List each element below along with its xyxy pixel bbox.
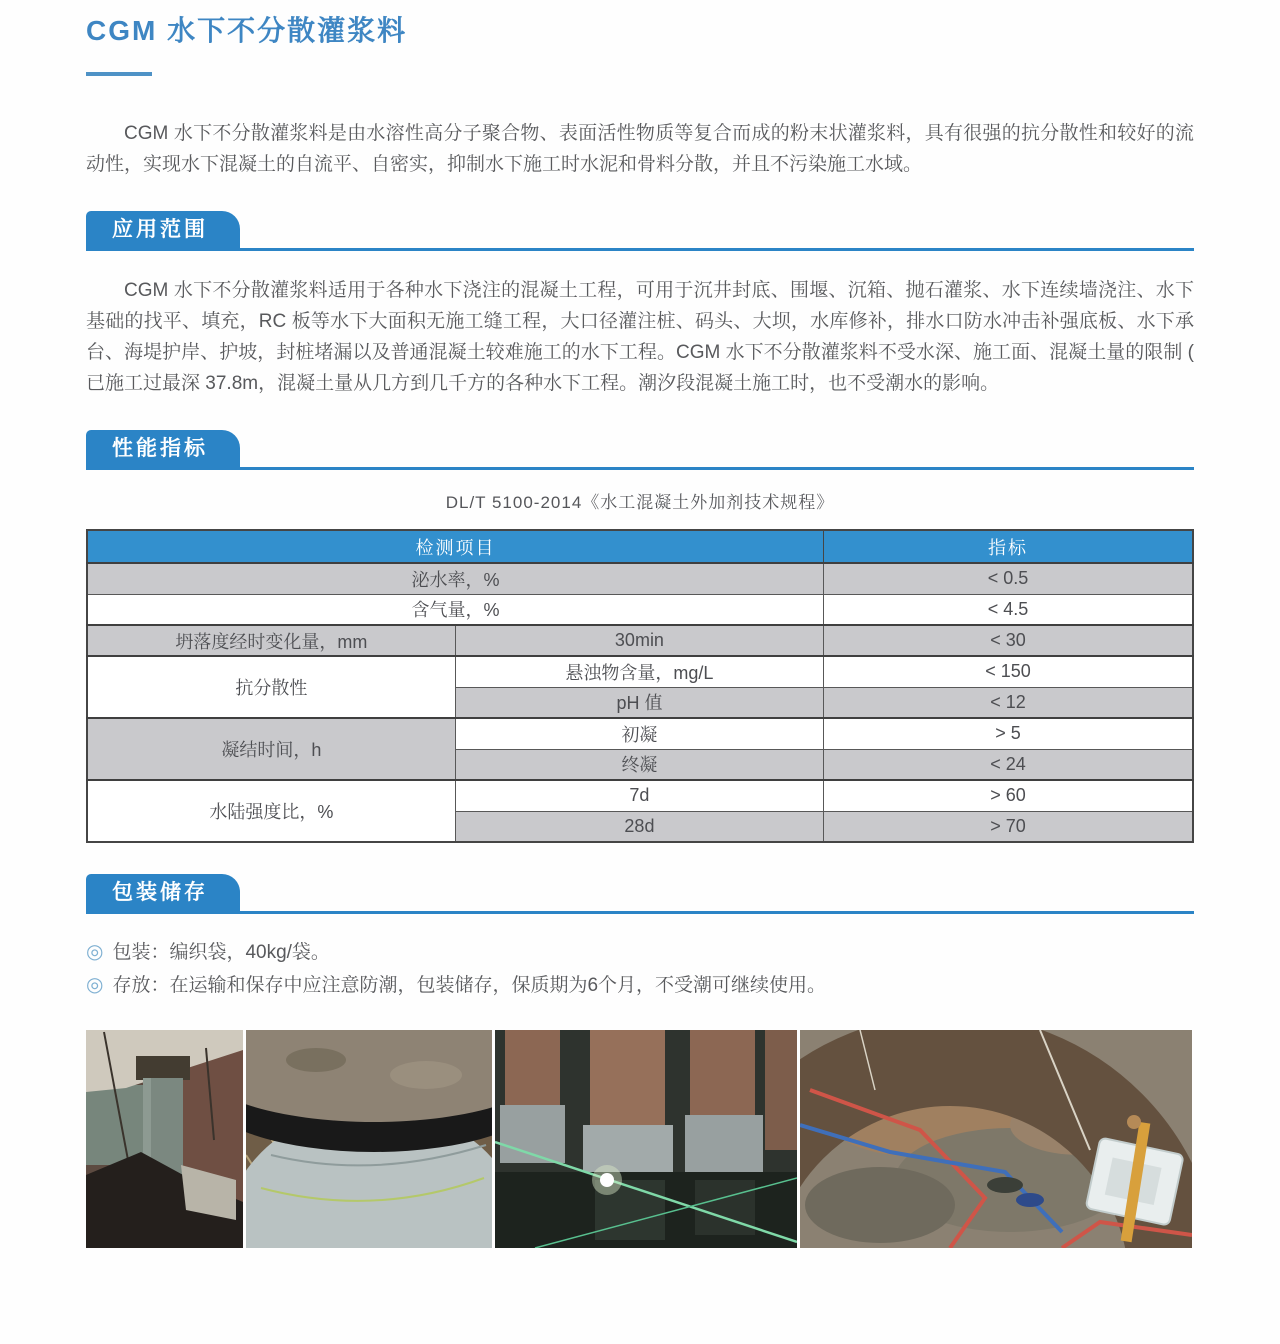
table-row (87, 563, 1193, 594)
bullet-text: 包装：编织袋，40kg/袋。 (112, 942, 330, 963)
content-column (86, 0, 1194, 1248)
list-item (86, 936, 1194, 969)
table-cell-sub: 30min (455, 625, 823, 656)
table-row (87, 656, 1193, 687)
bullet-text: 存放：在运输和保存中应注意防潮，包装储存，保质期为6个月，不受潮可继续使用。 (112, 975, 827, 996)
table-row (87, 625, 1193, 656)
table-cell-value: > 5 (824, 718, 1193, 749)
site-photo-caisson-pit-art (800, 1030, 1192, 1248)
table-header-row (87, 530, 1193, 563)
table-cell-value: < 24 (824, 749, 1193, 780)
table-cell-value: < 0.5 (824, 563, 1193, 594)
section-tab-application: 应用范围 (86, 211, 240, 248)
table-cell-group: 水陆强度比，% (87, 780, 455, 842)
section-tab-performance: 性能指标 (86, 430, 240, 467)
page-title: CGM 水下不分散灌浆料 (86, 15, 408, 46)
table-cell-sub: 28d (455, 811, 823, 842)
section-bar-application (86, 214, 1194, 251)
table-cell-sub: 初凝 (455, 718, 823, 749)
table-row (87, 718, 1193, 749)
intro-paragraph: CGM 水下不分散灌浆料是由水溶性高分子聚合物、表面活性物质等复合而成的粉末状灌浆料，具有很强的抗分散性和较好的流动性，实现水下混凝土的自流平、自密实，抑制水下施工时水泥和骨料分散，并且不污染施工水域。 (86, 123, 1194, 175)
table-cell-value: < 30 (824, 625, 1193, 656)
title-underline (86, 72, 152, 76)
table-cell-label: 含气量，% (87, 594, 824, 625)
table-row (87, 780, 1193, 811)
section-bar-performance (86, 433, 1194, 470)
application-paragraph: CGM 水下不分散灌浆料适用于各种水下浇注的混凝土工程，可用于沉井封底、围堰、沉箱、抛石灌浆、水下连续墙浇注、水下基础的找平、填充，RC 板等水下大面积无施工缝工程，大口径灌注桩、码头、大坝，水库修补，排水口防水冲击补强底板、水下承台、海堤护岸、护坡，封桩堵漏以及普通混凝土较难施工的水下工程。CGM 水下不分散灌浆料不受水深、施工面、混凝土量的限制 ( 已施工过最深 37.8m，混凝土量从几方到几千方的各种水下工程。潮汐段混凝土施工时，也不受潮水的影响。 (86, 280, 1194, 394)
table-cell-label: 泌水率，% (87, 563, 824, 594)
standard-caption: DL/T 5100-2014《水工混凝土外加剂技术规程》 (445, 493, 835, 512)
site-photo-night-piling-art (495, 1030, 797, 1248)
table-cell-sub: pH 值 (455, 687, 823, 718)
table-cell-group: 凝结时间，h (87, 718, 455, 780)
col-header-item: 检测项目 (87, 530, 824, 563)
site-photo-grout-collar (246, 1030, 492, 1248)
site-photo-pier-column (86, 1030, 243, 1248)
table-cell-value: > 70 (824, 811, 1193, 842)
section-bar-packaging (86, 877, 1194, 914)
packaging-bullet-list (86, 936, 1194, 1002)
table-cell-value: < 4.5 (824, 594, 1193, 625)
table-cell-value: > 60 (824, 780, 1193, 811)
list-item (86, 969, 1194, 1002)
site-photo-caisson-pit (800, 1030, 1192, 1248)
table-cell-label: 坍落度经时变化量，mm (87, 625, 455, 656)
col-header-index: 指标 (824, 530, 1193, 563)
table-cell-sub: 7d (455, 780, 823, 811)
ring-bullet-icon: ◎ (86, 974, 104, 996)
site-photo-night-piling (495, 1030, 797, 1248)
site-photo-pier-column-art (86, 1030, 243, 1248)
ring-bullet-icon: ◎ (86, 941, 104, 963)
table-cell-group: 抗分散性 (87, 656, 455, 718)
table-cell-sub: 悬浊物含量，mg/L (455, 656, 823, 687)
site-photo-grout-collar-art (246, 1030, 492, 1248)
performance-table (86, 529, 1194, 843)
table-row (87, 594, 1193, 625)
table-cell-value: < 12 (824, 687, 1193, 718)
site-photos-strip (86, 1030, 1194, 1248)
table-cell-sub: 终凝 (455, 749, 823, 780)
section-tab-packaging: 包装储存 (86, 874, 240, 911)
table-cell-value: < 150 (824, 656, 1193, 687)
